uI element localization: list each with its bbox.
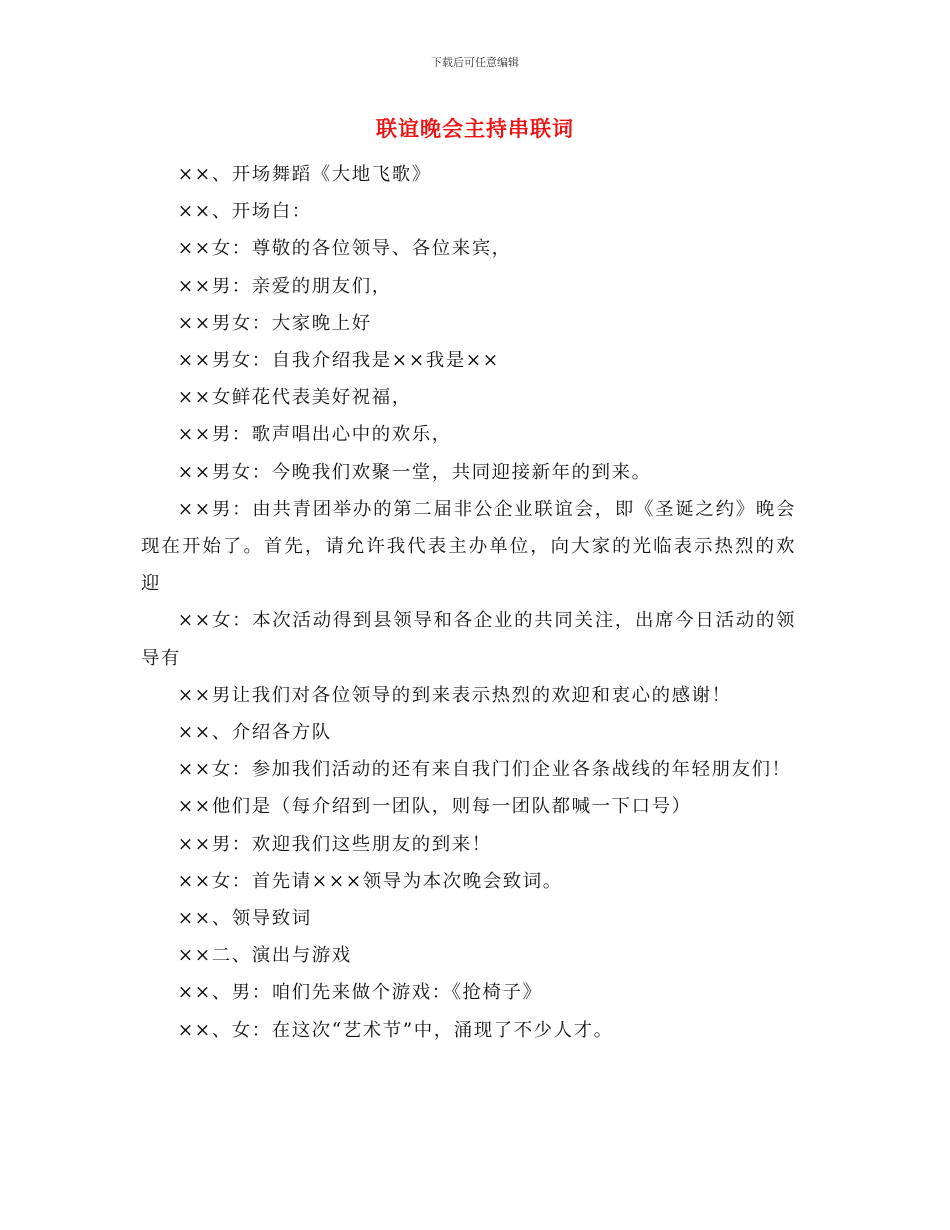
paragraph: ××他们是（每介绍到一团队，则每一团队都喊一下口号）: [177, 796, 692, 818]
paragraph: ××女：尊敬的各位领导、各位来宾，: [177, 238, 512, 260]
paragraph: ××男女：自我介绍我是××我是××: [177, 350, 500, 372]
paragraph: ××男：歌声唱出心中的欢乐，: [177, 424, 452, 446]
paragraph: ××女鲜花代表美好祝福，: [177, 387, 412, 409]
paragraph: ××、领导致词: [177, 908, 312, 930]
paragraph: ××男女：今晚我们欢聚一堂，共同迎接新年的到来。: [177, 461, 652, 483]
paragraph: ××男女：大家晚上好: [177, 312, 372, 334]
paragraph: ××男：由共青团举办的第二届非公企业联谊会，即《圣诞之约》晚会现在开始了。首先，请允许我代表主办单位，向大家的光临表示热烈的欢迎: [141, 498, 796, 595]
paragraph: ××二、演出与游戏: [177, 945, 352, 967]
document-body: [141, 156, 796, 1049]
header-note: 下载后可任意编辑: [431, 56, 519, 69]
paragraph: ××、介绍各方队: [177, 722, 332, 744]
paragraph: ××男：欢迎我们这些朋友的到来！: [177, 833, 492, 855]
paragraph: ××女：首先请×××领导为本次晚会致词。: [177, 870, 563, 892]
paragraph: ××女：参加我们活动的还有来自我门们企业各条战线的年轻朋友们！: [177, 759, 792, 781]
paragraph: ××、女：在这次“艺术节”中，涌现了不少人才。: [177, 1019, 614, 1041]
paragraph: ××、开场白：: [177, 201, 312, 223]
paragraph: ××男：亲爱的朋友们，: [177, 275, 392, 297]
paragraph: ××、开场舞蹈《大地飞歌》: [177, 164, 432, 185]
document-title: 联谊晚会主持串联词: [376, 117, 574, 141]
paragraph: ××女：本次活动得到县领导和各企业的共同关注，出席今日活动的领导有: [141, 610, 796, 669]
paragraph: ××男让我们对各位领导的到来表示热烈的欢迎和衷心的感谢！: [177, 684, 732, 706]
paragraph: ××、男：咱们先来做个游戏：《抢椅子》: [177, 982, 543, 1004]
